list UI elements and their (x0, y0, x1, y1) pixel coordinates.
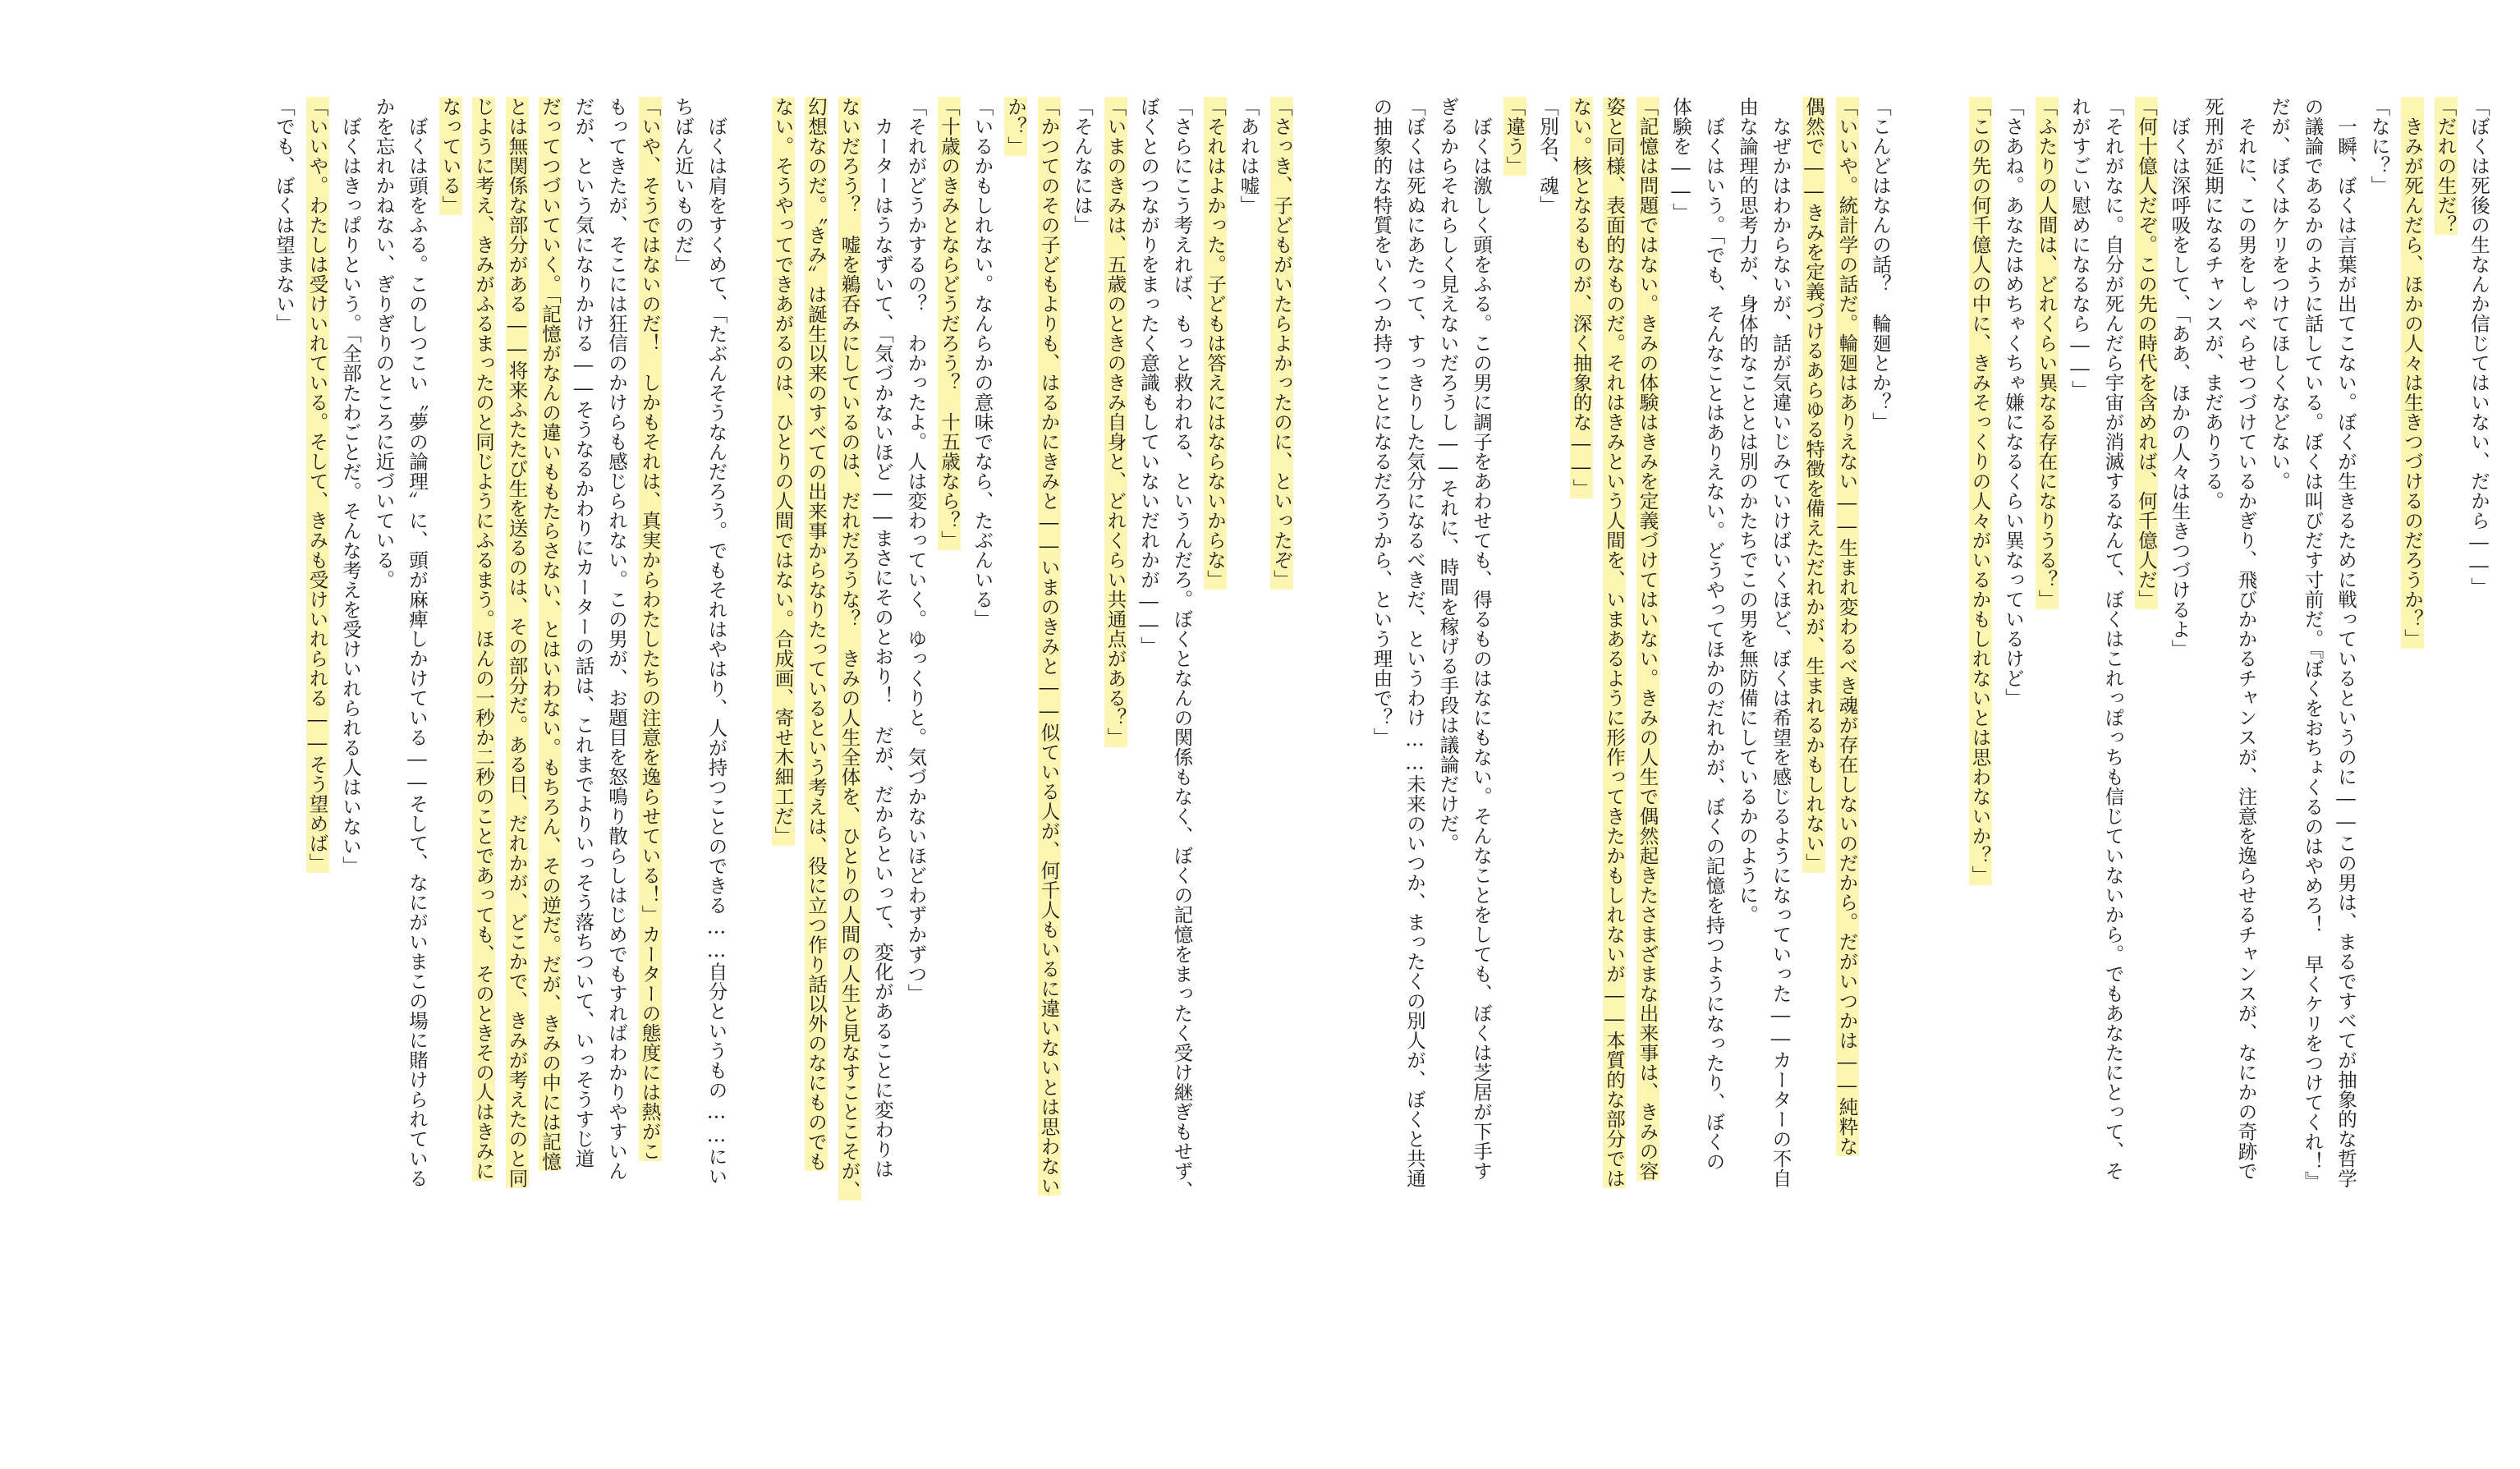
text-line (1697, 97, 1731, 1329)
text-line (268, 97, 301, 1329)
text-line (1465, 97, 1499, 1329)
line-text: 「それがなに。自分が死んだら宇宙が消滅するなんて、ぼくはこれっぽっちも信じていないから。でもあなたにとって、そ (2101, 97, 2125, 1181)
line-text: 「なに？」 (2367, 97, 2391, 195)
line-text: ぼくは肩をすくめて、「たぶんそうなんだろう。でもそれはやはり、人が持つことのできる……自分というもの……にい (705, 97, 728, 1187)
highlighted-text-line (1099, 97, 1132, 1329)
line-text: 由な論理的思考力が、身体的なこととは別のかたちでこの男を無防備にしているかのように。 (1736, 97, 1759, 925)
line-text: ぼくは頭をふる。このしつこい〝夢の論理〟に、頭が麻痺しかけている――そして、なにがいまこの場に賭けられている (406, 97, 429, 1188)
text-line (2096, 97, 2130, 1329)
highlighted-text-line (2130, 97, 2164, 1329)
text-line (2263, 97, 2297, 1329)
line-text: 「ぼくは死後の生なんか信じてはいない、だから――」 (2467, 97, 2490, 597)
line-text: 「十歳のきみとならどうだろう？ 十五歳なら？」 (938, 97, 961, 550)
line-text: じように考え、きみがふるまったのと同じようにふるまう。ほんの一秒か二秒のことであっても、そのときその人はきみに (472, 97, 495, 1181)
text-line (2463, 97, 2496, 1329)
line-text: ぼくはいう。「でも、そんなことはありえない。どうやってほかのだれかが、ぼくの記憶を持つようになったり、ぼくの (1702, 97, 1726, 1172)
line-text: ぼくは深呼吸をして、「ああ、ほかの人々は生きつづけるよ」 (2168, 97, 2192, 659)
line-text: 「この先の何千億人の中に、きみそっくりの人々がいるかもしれないとは思わないか？」 (1968, 97, 1992, 885)
line-text: 「かつてのその子どもよりも、はるかにきみと――いまのきみと――似ている人が、何千人もいるに違いないとは思わない (1037, 97, 1061, 1196)
highlighted-text-line (800, 97, 833, 1329)
line-text: とは無関係な部分がある――将来ふたたび生を送るのは、その部分だ。ある日、だれかが、どこかで、きみが考えたのと同 (505, 97, 529, 1188)
line-text: なぜかはわからないが、話が気違いじみていけばいくほど、ぼくは希望を感じるようになっていった――カーターの不自 (1769, 97, 1792, 1188)
text-line (966, 97, 999, 1329)
highlighted-text-line (1564, 97, 1598, 1329)
line-text: 「それはよかった。子どもは答えにはならないからな」 (1204, 97, 1227, 590)
highlighted-text-line (1963, 97, 1997, 1329)
text-line (700, 97, 733, 1329)
highlighted-text-line (833, 97, 866, 1329)
highlighted-text-line (301, 97, 334, 1329)
section-break (733, 97, 767, 1329)
line-text: カーターはうなずいて、「気づかないほど――まさにそのとおり！ だが、だからといって、変化があることに変わりは (871, 97, 894, 1179)
line-text: だが、という気になりかける――そうなるかわりにカーターの話は、これまでよりいっそう落ちついて、いっそうすじ道 (571, 97, 595, 1168)
highlighted-text-line (1265, 97, 1299, 1329)
text-line (2229, 97, 2263, 1329)
text-line (1664, 97, 1698, 1329)
text-line (1066, 97, 1099, 1329)
highlighted-text-line (1631, 97, 1664, 1329)
line-text: 「ぼくは死ぬにあたって、すっきりした気分になるべきだ、というわけ……未来のいつか、まったくの別人が、ぼくと共通 (1403, 97, 1426, 1188)
line-text: 「いまのきみは、五歳のときのきみ自身と、どれくらい共通点がある？」 (1104, 97, 1127, 747)
line-text: 「記憶は問題ではない。きみの体験はきみを定義づけてはいない。きみの人生で偶然起きたさまざまな出来事は、きみの容 (1636, 97, 1659, 1181)
text-line (2063, 97, 2097, 1329)
text-line (1997, 97, 2031, 1329)
line-text: 「でも、ぼくは望まない」 (273, 97, 296, 333)
text-line (600, 97, 634, 1329)
line-text: ぼくとのつながりをまったく意識もしていないだれかが――」 (1137, 97, 1160, 656)
line-text: 「ふたりの人間は、どれくらい異なる存在になりうる？」 (2035, 97, 2059, 609)
text-line (1531, 97, 1565, 1329)
text-line (2296, 97, 2330, 1329)
line-text: 「こんどはなんの話？ 輪廻とか？」 (1869, 97, 1892, 432)
text-line (334, 97, 368, 1329)
text-line (2163, 97, 2196, 1329)
line-text: なっている」 (438, 97, 462, 215)
highlighted-text-line (1199, 97, 1232, 1329)
text-line (401, 97, 434, 1329)
line-text: 「いるかもしれない。なんらかの意味でなら、たぶんいる」 (971, 97, 994, 629)
line-text: ぎるからそれらしく見えないだろうし――それに、時間を稼げる手段は議論だけだ。 (1436, 97, 1460, 853)
text-line (1764, 97, 1797, 1329)
text-line (866, 97, 900, 1329)
line-text: の議論であるかのように話している。ぼくは叫びだす寸前だ。『ぼくをおちょくるのはやめろ！ 早くケリをつけてくれ！』 (2301, 97, 2325, 1191)
line-text: 「だれの生だ？ (2434, 97, 2458, 235)
line-text: ぼくは激しく頭をふる。この男に調子をあわせても、得るものはなにもない。そんなことをしても、ぼくは芝居が下手す (1470, 97, 1493, 1181)
text-line (1132, 97, 1166, 1329)
highlighted-text-line (467, 97, 501, 1329)
section-break (1897, 97, 1930, 1329)
text-line (1165, 97, 1199, 1329)
line-text: きみが死んだら、ほかの人々は生きつづけるのだろうか？」 (2401, 97, 2424, 649)
line-text: 幻想なのだ。〝きみ〟は誕生以来のすべての出来事からなりたっているという考えは、役に立つ作り話以外のなにものでも (805, 97, 828, 1172)
line-text: 「別名、魂」 (1536, 97, 1559, 215)
highlighted-text-line (500, 97, 534, 1329)
highlighted-text-line (633, 97, 667, 1329)
text-line (1431, 97, 1465, 1329)
highlighted-text-line (999, 97, 1033, 1329)
line-text: れがすごい慰めになるなら――」 (2068, 97, 2091, 400)
highlighted-text-line (2396, 97, 2430, 1329)
line-text: かを忘れかねない、ぎりぎりのところに近づいている。 (372, 97, 396, 590)
line-text: 一瞬、ぼくは言葉が出てこない。ぼくが生きるために戦っているというのに――この男は、まるですべてが抽象的な哲学 (2334, 97, 2357, 1188)
section-break (1298, 97, 1332, 1329)
line-text: 「何十億人だぞ。この先の時代を含めれば、何千億人だ」 (2135, 97, 2158, 609)
line-text: 「それがどうかするの？ わかったよ。人は変わっていく。ゆっくりと。気づかないほどわずかずつ」 (904, 97, 928, 1003)
line-text: ないだろう？ 嘘を鵜呑みにしているのは、だれだろうな？ きみの人生全体を、ひとりの人間の人生と見なすことこそが、 (838, 97, 861, 1200)
line-text: 「いいや。わたしは受けいれている。そして、きみも受けいれられる――そう望めば」 (305, 97, 329, 873)
highlighted-text-line (2429, 97, 2463, 1329)
line-text: か？」 (1004, 97, 1027, 156)
line-text: 体験を――」 (1669, 97, 1692, 223)
line-text: 「さあね。あなたはめちゃくちゃ嫌になるくらい異なっているけど」 (2002, 97, 2025, 708)
line-text: それに、この男をしゃべらせつづけているかぎり、飛びかかるチャンスが、注意を逸らせるチャンスが、なにかの奇跡で (2234, 97, 2258, 1181)
line-text: だが、ぼくはケリをつけてほしくなどない。 (2268, 97, 2291, 491)
line-text: ない。そうやってできあがるのは、ひとりの人間ではない。合成画、寄せ木細工だ」 (771, 97, 795, 846)
highlighted-text-line (434, 97, 467, 1329)
highlighted-text-line (1797, 97, 1831, 1329)
text-line (567, 97, 600, 1329)
text-line (2362, 97, 2396, 1329)
highlighted-text-line (766, 97, 800, 1329)
line-text: 姿と同様、表面的なものだ。それはきみという人間を、いまあるように形作ってきたかもしれないが――本質的な部分では (1603, 97, 1626, 1188)
section-break (1332, 97, 1366, 1329)
line-text: だってつづいていく。「記憶がなんの違いももたらさない、とはいわない。もちろん、その逆だ。だが、きみの中には記憶 (539, 97, 562, 1172)
line-text: 「いいや。統計学の話だ。輪廻はありえない――生まれ変わるべき魂が存在しないのだから。だがいつかは――純粋な (1835, 97, 1859, 1156)
text-line (1864, 97, 1898, 1329)
text-line (1232, 97, 1265, 1329)
text-line (2330, 97, 2363, 1329)
highlighted-text-line (933, 97, 966, 1329)
line-text: ない。核となるものが、深く抽象的な――」 (1569, 97, 1593, 498)
text-line (899, 97, 933, 1329)
text-line (367, 97, 401, 1329)
text-line (667, 97, 700, 1329)
line-text: 「違う」 (1503, 97, 1526, 176)
text-line (2196, 97, 2230, 1329)
line-text: 「さっき、子どもがいたらよかったのに、といったぞ」 (1270, 97, 1293, 590)
line-text: ちばん近いものだ」 (672, 97, 695, 274)
section-break (1930, 97, 1964, 1329)
text-line (1365, 97, 1398, 1329)
line-text: ぼくはきっぱりという。「全部たわごとだ。そんな考えを受けいれられる人はいない」 (339, 97, 362, 876)
line-text: 「そんなには」 (1071, 97, 1094, 235)
highlighted-text-line (1032, 97, 1066, 1329)
highlighted-text-line (1830, 97, 1864, 1329)
text-line (1731, 97, 1765, 1329)
highlighted-text-line (2030, 97, 2063, 1329)
highlighted-text-line (534, 97, 567, 1329)
line-text: の抽象的な特質をいくつか持つことになるだろうから、という理由で？」 (1370, 97, 1393, 747)
line-text: 「いや、そうではないのだ！ しかもそれは、真実からわたしたちの注意を逸らせている！」カーターの態度には熱がこ (638, 97, 662, 1161)
line-text: 死刑が延期になるチャンスが、まだありうる。 (2201, 97, 2224, 511)
text-line (1398, 97, 1432, 1329)
line-text: 「あれは嘘」 (1237, 97, 1260, 215)
highlighted-text-line (1598, 97, 1632, 1329)
line-text: 偶然で――きみを定義づけるあらゆる特徴を備えただれかが、生まれるかもしれない」 (1802, 97, 1825, 873)
vertical-text-body (268, 97, 2496, 1329)
line-text: もってきたが、そこには狂信のかけらも感じられない。この男が、お題目を怒鳴り散らしはじめでもすればわかりやすいん (605, 97, 628, 1181)
highlighted-text-line (1498, 97, 1531, 1329)
line-text: 「さらにこう考えれば、もっと救われる、というんだろ。ぼくとなんの関係もなく、ぼくの記憶をまったく受け継ぎもせず、 (1170, 97, 1194, 1200)
